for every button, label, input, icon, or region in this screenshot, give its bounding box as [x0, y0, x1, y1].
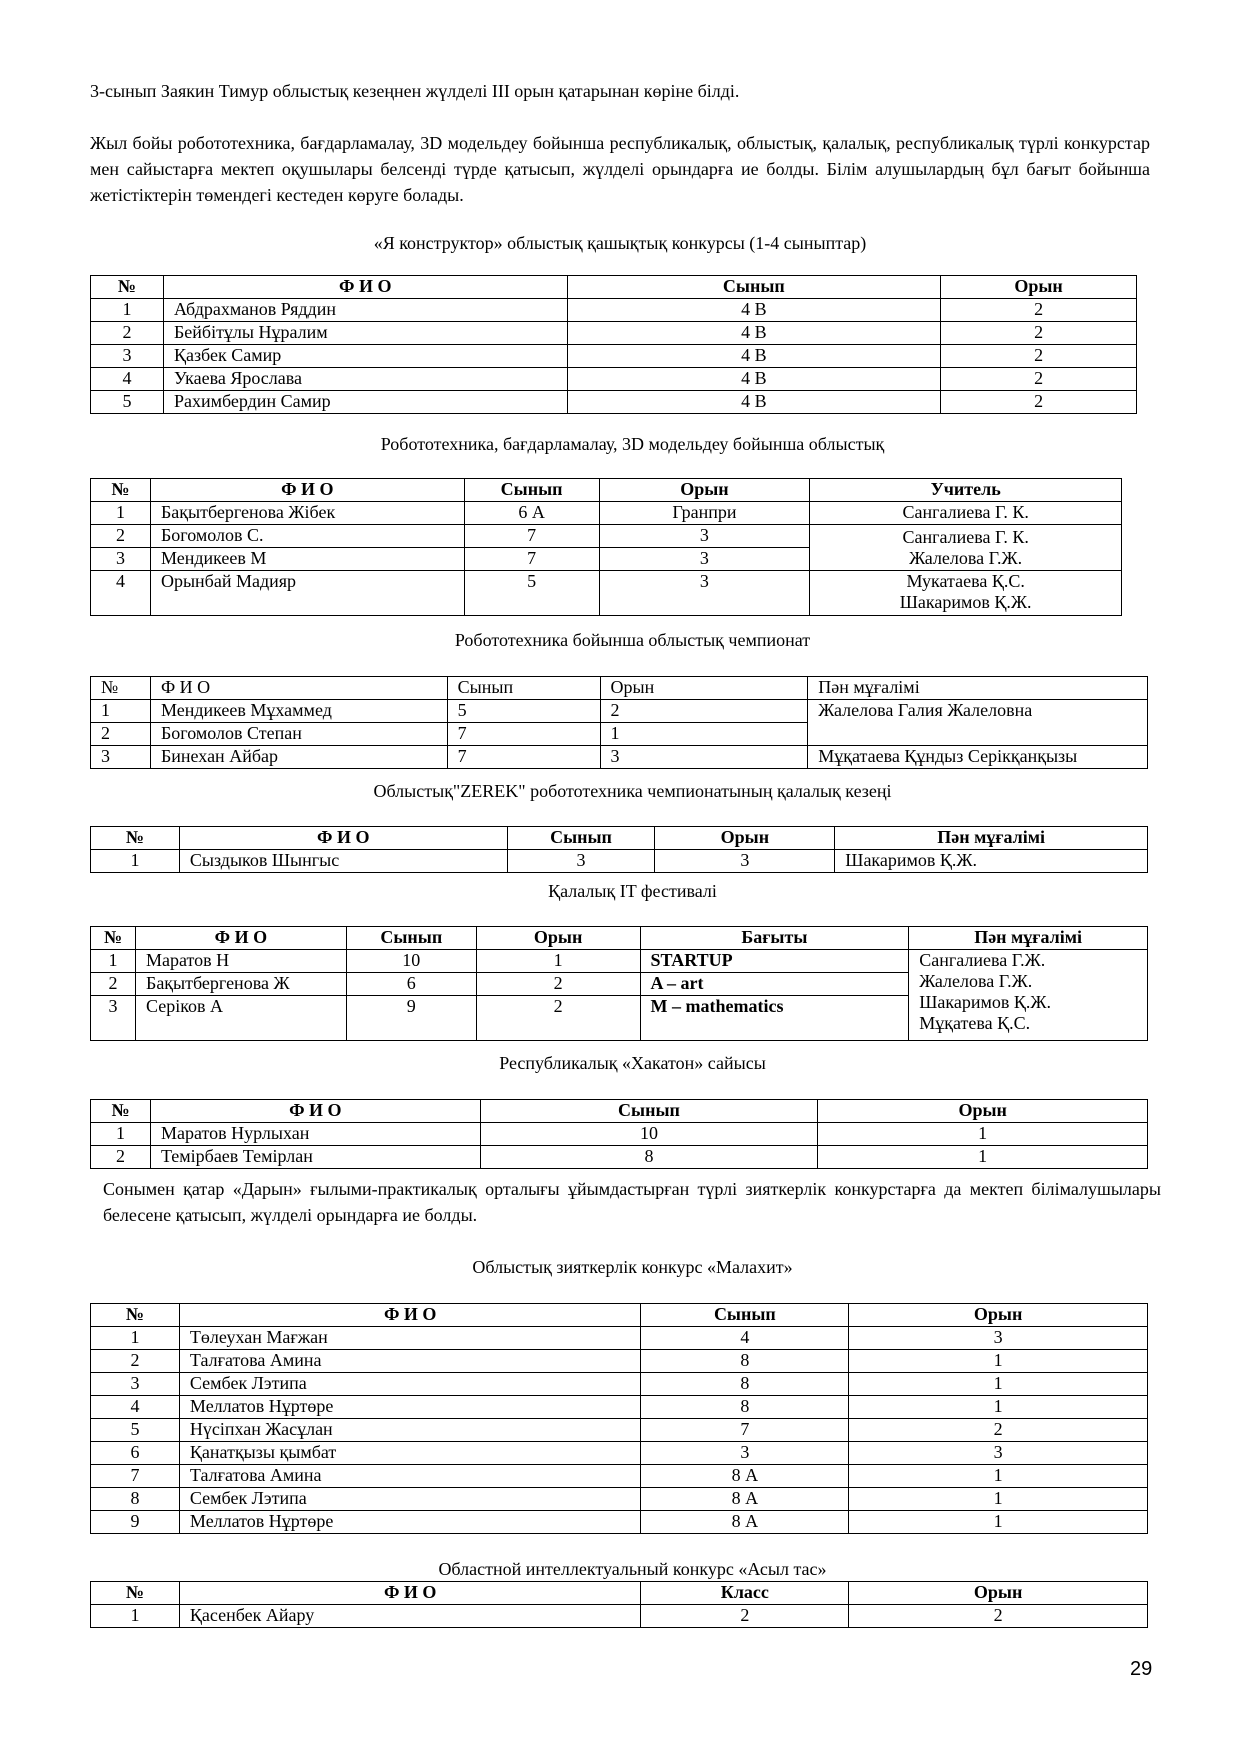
table-row [91, 1146, 1148, 1169]
table2-caption: Робототехника, бағдарламалау, 3D модельдеу бойынша облыстық [380, 434, 885, 454]
cell: 3 [91, 1373, 180, 1396]
cell: 4 В [567, 299, 941, 322]
cell: 3 [599, 525, 810, 548]
table-row [91, 1605, 1148, 1628]
teacher-name: Мұқатева Қ.С. [919, 1013, 1031, 1033]
table7-header-row [91, 1304, 1148, 1327]
table-row [91, 746, 1148, 769]
cell: 1 [849, 1465, 1148, 1488]
cell: 3 [91, 345, 164, 368]
table-row [91, 322, 1137, 345]
teacher-name: Жалелова Г.Ж. [919, 971, 1033, 991]
table-row [91, 1511, 1148, 1534]
cell: 1 [818, 1123, 1148, 1146]
table-row [91, 345, 1137, 368]
col-grade: Сынып [507, 827, 655, 850]
col-number: № [91, 276, 164, 299]
cell: Талғатова Амина [179, 1350, 641, 1373]
col-place: Орын [600, 677, 808, 700]
cell: Орынбай Мадияр [150, 571, 464, 616]
cell: 2 [91, 1350, 180, 1373]
col-name: Ф И О [135, 927, 346, 950]
cell: 3 [91, 996, 136, 1041]
col-name: Ф И О [179, 827, 507, 850]
table6-header-row [91, 1100, 1148, 1123]
cell: M – mathematics [640, 996, 909, 1041]
table5-caption: Қалалық IT фестивалі [548, 881, 717, 901]
cell: 2 [476, 973, 640, 996]
cell: 7 [447, 746, 600, 769]
teacher-name: Сангалиева Г.Ж. [919, 950, 1046, 970]
table-row [91, 1419, 1148, 1442]
cell: 2 [600, 700, 808, 723]
cell: Гранпри [599, 502, 810, 525]
table-row [91, 525, 1122, 548]
cell: 2 [91, 723, 151, 746]
cell: 1 [600, 723, 808, 746]
cell: 4 [91, 1396, 180, 1419]
col-grade: Сынып [480, 1100, 818, 1123]
intro-paragraph: Жыл бойы робототехника, бағдарламалау, 3D модельдеу бойынша республикалық, облыстық, қалалық, республикалық түрлі конкурстар мен сайыстарға мектеп оқушылары белсенді түрде қатысып, жүлделі орындарға ие болды. Білім алушылардың бұл бағыт бойынша жетістіктерін төмендегі кестеден көруге болады. [90, 133, 1150, 205]
cell: 1 [849, 1350, 1148, 1373]
cell: 8 [480, 1146, 818, 1169]
cell: Рахимбердин Самир [163, 391, 567, 414]
mid-paragraph: Сонымен қатар «Дарын» ғылыми-практикалық орталығы ұйымдастырған түрлі зияткерлік конкурстарға да мектеп білімалушылары белесене қатысып, жүлделі орындарға ие болды. [103, 1179, 1161, 1225]
cell: 3 [599, 548, 810, 571]
cell: Мендикеев Мұхаммед [150, 700, 447, 723]
cell: STARTUP [640, 950, 909, 973]
cell: Бақытбергенова Ж [135, 973, 346, 996]
cell: 2 [91, 525, 151, 548]
table-row [91, 700, 1148, 723]
cell-teachers [810, 525, 1122, 571]
cell: 4 В [567, 345, 941, 368]
table8-header-row [91, 1582, 1148, 1605]
cell: Сембек Лэтипа [179, 1373, 641, 1396]
cell: 2 [476, 996, 640, 1041]
cell: 1 [91, 850, 180, 873]
cell: Бинехан Айбар [150, 746, 447, 769]
table4 [90, 826, 1148, 873]
cell: 3 [91, 548, 151, 571]
table-row [91, 1488, 1148, 1511]
cell: 1 [91, 1605, 180, 1628]
cell: 1 [849, 1488, 1148, 1511]
col-grade: Сынып [346, 927, 476, 950]
col-number: № [91, 1100, 151, 1123]
cell: Төлеухан Мағжан [179, 1327, 641, 1350]
col-grade: Сынып [567, 276, 941, 299]
cell: 1 [818, 1146, 1148, 1169]
cell: 4 [91, 571, 151, 616]
table-row [91, 950, 1148, 973]
col-place: Орын [849, 1582, 1148, 1605]
cell: Жалелова Галия Жалеловна [808, 700, 1148, 746]
cell: 6 А [464, 502, 599, 525]
cell: 5 [464, 571, 599, 616]
cell-teachers [909, 950, 1148, 1041]
cell: 7 [464, 548, 599, 571]
cell: 3 [849, 1442, 1148, 1465]
col-place: Орын [599, 479, 810, 502]
col-teacher: Учитель [810, 479, 1122, 502]
cell: Серіков А [135, 996, 346, 1041]
col-place: Орын [941, 276, 1137, 299]
cell: 8 А [641, 1488, 849, 1511]
cell: 1 [91, 299, 164, 322]
cell: Қазбек Самир [163, 345, 567, 368]
teacher-name: Мукатаева Қ.С. [906, 571, 1025, 591]
table-row [91, 1465, 1148, 1488]
cell: Нүсіпхан Жасұлан [179, 1419, 641, 1442]
table-row [91, 368, 1137, 391]
intro-line: 3-сынып Заякин Тимур облыстық кезеңнен жүлделі ІІІ орын қатарынан көріне білді. [90, 81, 740, 101]
cell: 3 [599, 571, 810, 616]
cell: Сыздыков Шынгыс [179, 850, 507, 873]
cell: 8 А [641, 1465, 849, 1488]
cell: Сангалиева Г. К. [810, 502, 1122, 525]
col-number: № [91, 479, 151, 502]
cell: 6 [91, 1442, 180, 1465]
cell: 1 [849, 1511, 1148, 1534]
cell: 3 [600, 746, 808, 769]
table1-header-row [91, 276, 1137, 299]
table-row [91, 1442, 1148, 1465]
table1-caption: «Я конструктор» облыстық қашықтық конкурсы (1-4 сыныптар) [373, 233, 867, 253]
table7 [90, 1303, 1148, 1534]
teacher-name: Сангалиева Г. К. [902, 526, 1029, 547]
cell: 2 [941, 322, 1137, 345]
page-number: 29 [1130, 1658, 1153, 1680]
col-number: № [91, 827, 180, 850]
table-row [91, 391, 1137, 414]
table6 [90, 1099, 1148, 1169]
table6-caption: Республикалық «Хакатон» сайысы [499, 1053, 766, 1073]
table3 [90, 676, 1148, 769]
cell: 6 [346, 973, 476, 996]
col-grade: Сынып [464, 479, 599, 502]
cell: 1 [91, 950, 136, 973]
cell: Бақытбергенова Жібек [150, 502, 464, 525]
col-number: № [91, 1304, 180, 1327]
cell: 2 [641, 1605, 849, 1628]
table2 [90, 478, 1122, 616]
cell: Шакаримов Қ.Ж. [835, 850, 1148, 873]
cell: 10 [346, 950, 476, 973]
cell: Укаева Ярослава [163, 368, 567, 391]
cell: 4 В [567, 391, 941, 414]
col-name: Ф И О [150, 1100, 480, 1123]
cell: Мендикеев М [150, 548, 464, 571]
table3-header-row [91, 677, 1148, 700]
col-teacher: Пән мұғалімі [835, 827, 1148, 850]
table1 [90, 275, 1137, 414]
table-row [91, 571, 1122, 616]
table5 [90, 926, 1148, 1041]
cell: 8 [641, 1350, 849, 1373]
teacher-name: Шакаримов Қ.Ж. [919, 992, 1051, 1012]
cell: 4 В [567, 322, 941, 345]
cell: 4 [641, 1327, 849, 1350]
table8-caption: Областной интеллектуальный конкурс «Асыл тас» [438, 1559, 827, 1579]
table4-header-row [91, 827, 1148, 850]
cell: 2 [849, 1419, 1148, 1442]
col-name: Ф И О [150, 479, 464, 502]
cell: Богомолов С. [150, 525, 464, 548]
col-teacher: Пән мұғалімі [808, 677, 1148, 700]
cell: 4 В [567, 368, 941, 391]
cell: 1 [91, 502, 151, 525]
col-number: № [91, 1582, 180, 1605]
cell: 2 [941, 391, 1137, 414]
table8 [90, 1581, 1148, 1628]
table3-caption: Робототехника бойынша облыстық чемпионат [454, 630, 811, 650]
cell: 8 [641, 1373, 849, 1396]
cell: A – art [640, 973, 909, 996]
cell: 1 [849, 1396, 1148, 1419]
cell: 3 [849, 1327, 1148, 1350]
cell: Мұқатаева Құндыз Серікқанқызы [808, 746, 1148, 769]
cell: 8 А [641, 1511, 849, 1534]
cell: 1 [849, 1373, 1148, 1396]
cell: 7 [447, 723, 600, 746]
cell: 7 [464, 525, 599, 548]
table-row [91, 1350, 1148, 1373]
col-place: Орын [818, 1100, 1148, 1123]
cell: 8 [641, 1396, 849, 1419]
col-grade: Сынып [641, 1304, 849, 1327]
cell: 9 [91, 1511, 180, 1534]
cell: Бейбітұлы Нұралим [163, 322, 567, 345]
cell: 2 [941, 299, 1137, 322]
table-row [91, 1396, 1148, 1419]
col-direction: Бағыты [640, 927, 909, 950]
cell: Богомолов Степан [150, 723, 447, 746]
cell: 3 [507, 850, 655, 873]
cell: 2 [849, 1605, 1148, 1628]
cell: 5 [447, 700, 600, 723]
cell: Қасенбек Айару [179, 1605, 641, 1628]
cell: Маратов Н [135, 950, 346, 973]
cell: 4 [91, 368, 164, 391]
cell: Талғатова Амина [179, 1465, 641, 1488]
col-place: Орын [476, 927, 640, 950]
table2-header-row [91, 479, 1122, 502]
cell: 9 [346, 996, 476, 1041]
cell: 3 [655, 850, 835, 873]
col-name: Ф И О [179, 1304, 641, 1327]
cell: 1 [91, 1123, 151, 1146]
cell: Темірбаев Темірлан [150, 1146, 480, 1169]
table-row [91, 1327, 1148, 1350]
col-name: Ф И О [163, 276, 567, 299]
cell: 2 [91, 1146, 151, 1169]
cell: Абдрахманов Ряддин [163, 299, 567, 322]
cell: 1 [91, 1327, 180, 1350]
cell: 10 [480, 1123, 818, 1146]
col-grade: Сынып [447, 677, 600, 700]
cell: 5 [91, 391, 164, 414]
table-row [91, 299, 1137, 322]
table4-caption: Облыстық"ZEREK" робототехника чемпионатының қалалық кезеңі [373, 781, 892, 801]
table-row [91, 1123, 1148, 1146]
col-name: Ф И О [179, 1582, 641, 1605]
cell: Маратов Нурлыхан [150, 1123, 480, 1146]
cell: 5 [91, 1419, 180, 1442]
cell: 7 [91, 1465, 180, 1488]
cell: Сембек Лэтипа [179, 1488, 641, 1511]
teacher-name: Жалелова Г.Ж. [909, 547, 1023, 568]
cell: 2 [91, 322, 164, 345]
cell: Меллатов Нұртөре [179, 1396, 641, 1419]
col-grade: Класс [641, 1582, 849, 1605]
table5-header-row [91, 927, 1148, 950]
col-teacher: Пән мұғалімі [909, 927, 1148, 950]
table7-caption: Облыстық зияткерлік конкурс «Малахит» [472, 1257, 793, 1277]
table-row [91, 850, 1148, 873]
cell: Меллатов Нұртөре [179, 1511, 641, 1534]
cell: 7 [641, 1419, 849, 1442]
cell: 8 [91, 1488, 180, 1511]
col-name: Ф И О [150, 677, 447, 700]
cell: 1 [91, 700, 151, 723]
table-row [91, 502, 1122, 525]
cell: Қанатқызы қымбат [179, 1442, 641, 1465]
col-place: Орын [849, 1304, 1148, 1327]
col-place: Орын [655, 827, 835, 850]
cell: 3 [91, 746, 151, 769]
col-number: № [91, 927, 136, 950]
cell: 2 [91, 973, 136, 996]
cell-teachers [810, 571, 1122, 616]
teacher-name: Шакаримов Қ.Ж. [899, 592, 1032, 612]
col-number: № [91, 677, 151, 700]
cell: 1 [476, 950, 640, 973]
cell: 2 [941, 368, 1137, 391]
table-row [91, 1373, 1148, 1396]
cell: 2 [941, 345, 1137, 368]
cell: 3 [641, 1442, 849, 1465]
